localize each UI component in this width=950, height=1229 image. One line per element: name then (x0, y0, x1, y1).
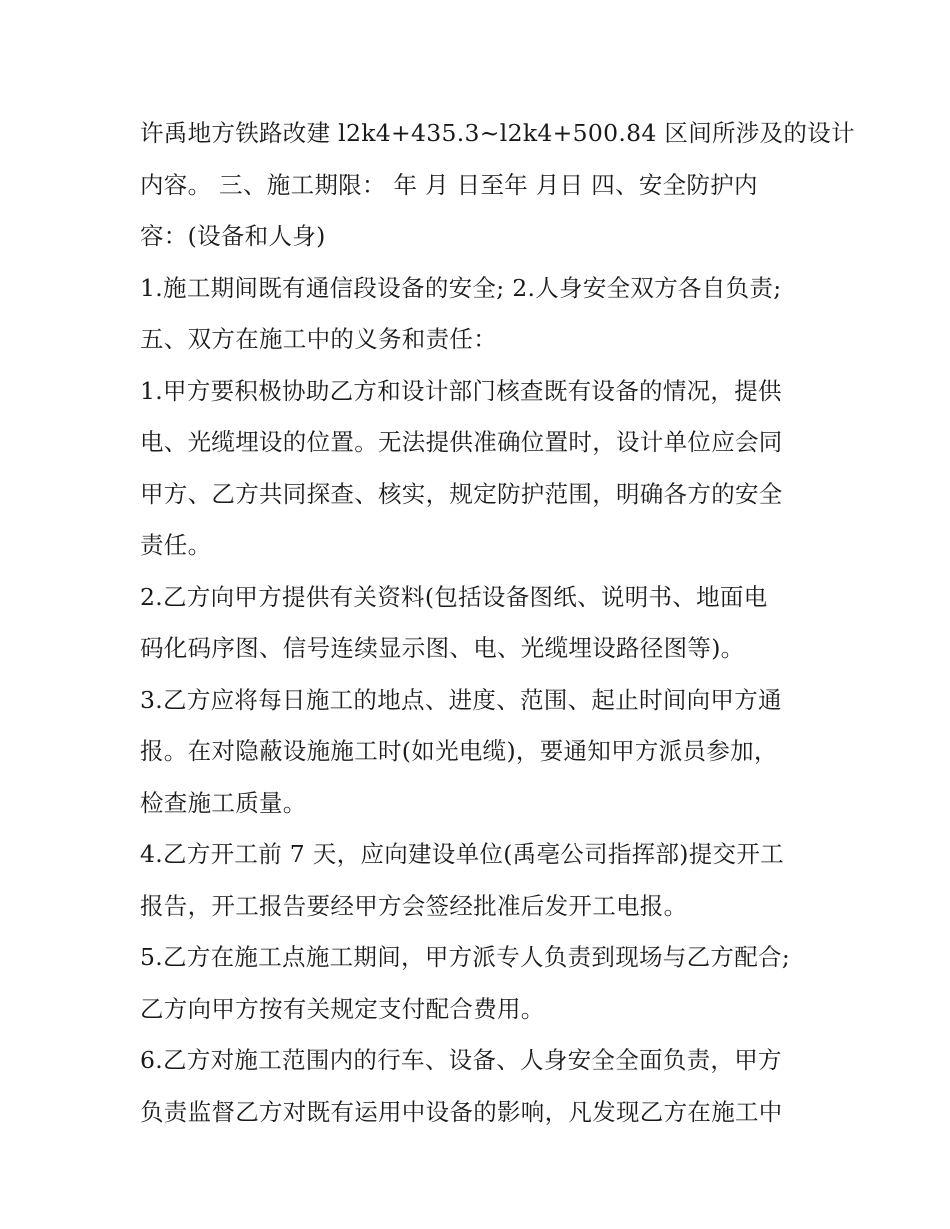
text-line: 4.乙方开工前 7 天，应向建设单位(禹亳公司指挥部)提交开工 (140, 840, 784, 868)
text-line: 报告，开工报告要经甲方会签经批准后发开工电报。 (140, 891, 688, 920)
text-line: 责任。 (140, 531, 212, 559)
text-line: 3.乙方应将每日施工的地点、进度、范围、起止时间向甲方通 (140, 685, 782, 714)
text-line: 6.乙方对施工范围内的行车、设备、人身安全全面负责，甲方 (140, 1046, 782, 1074)
section-heading: 五、双方在施工中的义务和责任： (140, 325, 497, 353)
text-line: 报。在对隐蔽设施施工时(如光电缆)，要通知甲方派员参加， (140, 737, 778, 765)
text-line: 码化码序图、信号连续显示图、电、光缆埋设路径图等)。 (140, 634, 745, 662)
text-line: 电、光缆埋设的位置。无法提供准确位置时，设计单位应会同 (140, 428, 783, 456)
text-line: 内容。 三、施工期限： 年 月 日至年 月日 四、安全防护内 (140, 170, 758, 199)
text-line: 许禹地方铁路改建 l2k4+435.3~l2k4+500.84 区间所涉及的设计 (140, 119, 855, 147)
text-line: 检查施工质量。 (140, 788, 307, 817)
text-line: 2.乙方向甲方提供有关资料(包括设备图纸、说明书、地面电 (140, 582, 768, 611)
text-line: 1.施工期间既有通信段设备的安全; 2.人身安全双方各自负责; (140, 273, 782, 302)
text-line: 容：(设备和人身) (140, 222, 326, 250)
document-body (140, 108, 855, 1138)
text-line: 甲方、乙方共同探查、核实，规定防护范围，明确各方的安全 (140, 479, 783, 508)
text-line: 1.甲方要积极协助乙方和设计部门核查既有设备的情况，提供 (140, 376, 782, 405)
text-line: 5.乙方在施工点施工期间，甲方派专人负责到现场与乙方配合; (140, 943, 791, 971)
text-line: 乙方向甲方按有关规定支付配合费用。 (140, 994, 545, 1023)
text-line: 负责监督乙方对既有运用中设备的影响，凡发现乙方在施工中 (140, 1097, 783, 1126)
